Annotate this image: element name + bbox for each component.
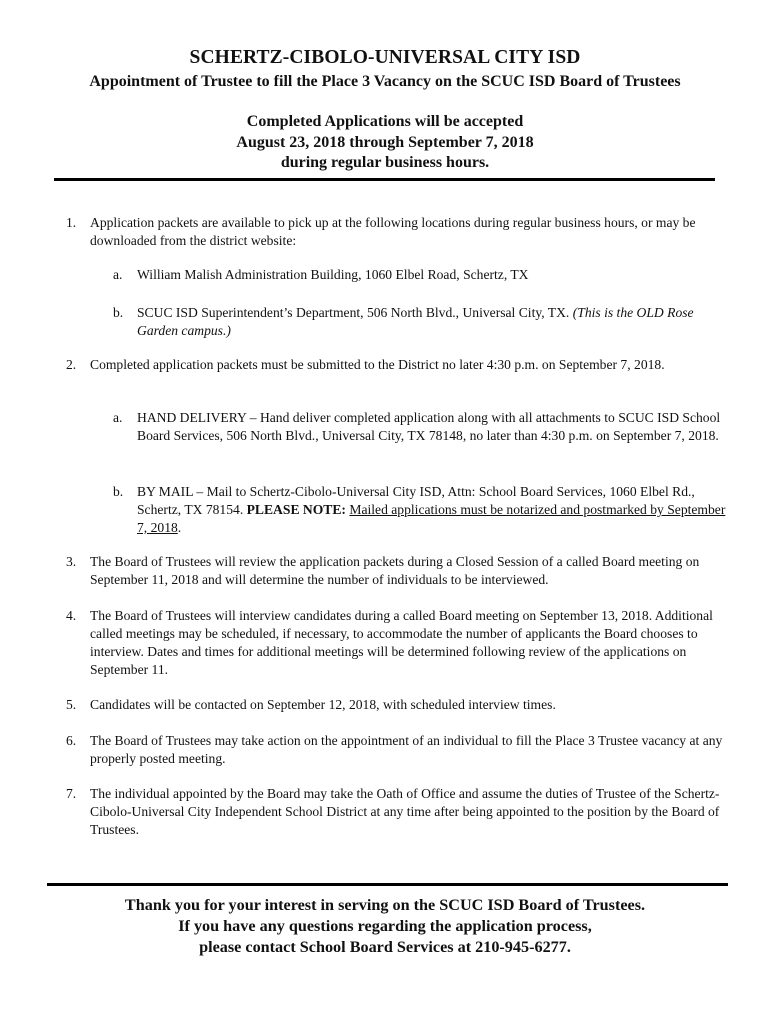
sub-item-letter: a. [113, 410, 123, 425]
list-item-text: The Board of Trustees may take action on the appointment of an individual to fill the Place 3 Trustee vacancy at any properly posted meeting. [90, 733, 723, 766]
campus-note: (This is the OLD Rose Garden campus.) [137, 305, 694, 338]
sub-item-text [137, 304, 729, 340]
sub-item-text [137, 483, 729, 537]
closing-line-3: please contact School Board Services at 210-945-6277. [199, 938, 571, 956]
list-item-text: Application packets are available to pick up at the following locations during regular business hours, or may be downloaded from the district website: [90, 215, 696, 248]
footer-divider [47, 883, 728, 886]
list-item-text: Candidates will be contacted on September 12, 2018, with scheduled interview times. [90, 697, 556, 712]
list-item-number: 3. [66, 554, 77, 569]
acceptance-notice [0, 112, 770, 174]
acceptance-line-1: Completed Applications will be accepted [246, 113, 524, 130]
closing-message [0, 895, 770, 958]
list-item-text: Completed application packets must be submitted to the District no later 4:30 p.m. on September 7, 2018. [90, 357, 665, 372]
list-item-number: 6. [66, 733, 77, 748]
notarized-requirement: Mailed applications must be notarized and postmarked by September 7, 2018 [137, 502, 726, 535]
sub-item-text: HAND DELIVERY – Hand deliver completed application along with all attachments to SCUC ISD School Board Services, 506 North Blvd., Universal City, TX 78148, no later than 4:30 p.m. on September 7, 2018. [137, 410, 721, 443]
list-item-number: 1. [66, 215, 77, 230]
list-item-number: 4. [66, 608, 77, 623]
list-item-text: The individual appointed by the Board may take the Oath of Office and assume the duties of Trustee of the Schertz-Cibolo-Universal City Independent School District at any time after being appointed to the position by the Board of Trustees. [90, 786, 720, 837]
list-item-number: 2. [66, 357, 77, 372]
sentence-end: . [177, 520, 182, 535]
sub-item-letter: b. [113, 305, 124, 320]
list-item-number: 5. [66, 697, 77, 712]
sub-item-text: William Malish Administration Building, 1060 Elbel Road, Schertz, TX [137, 267, 529, 282]
list-item-text: The Board of Trustees will review the application packets during a Closed Session of a called Board meeting on September 11, 2018 and will determine the number of individuals to be interviewed. [90, 554, 700, 587]
sub-item-main-text: SCUC ISD Superintendent’s Department, 506 North Blvd., Universal City, TX. [137, 305, 570, 320]
list-item-text: The Board of Trustees will interview candidates during a called Board meeting on September 13, 2018. Additional called meetings may be scheduled, if necessary, to accommodate the number of applicants the Board chooses to interview. Dates and times for additional meetings will be determined following review of the applications on September 11. [90, 608, 713, 677]
organization-title: SCHERTZ-CIBOLO-UNIVERSAL CITY ISD [189, 47, 581, 68]
closing-line-2: If you have any questions regarding the application process, [178, 917, 592, 935]
acceptance-line-2: August 23, 2018 through September 7, 2018 [236, 133, 534, 151]
sub-item-main-text: BY MAIL – Mail to Schertz-Cibolo-Universal City ISD, Attn: School Board Services, 1060 Elbel Rd., Schertz, TX 78154. [137, 484, 695, 517]
please-note-label: PLEASE NOTE: [246, 502, 346, 517]
header-divider [54, 178, 715, 181]
closing-line-1: Thank you for your interest in serving on the SCUC ISD Board of Trustees. [124, 896, 646, 914]
sub-item-letter: b. [113, 484, 124, 499]
sub-item-letter: a. [113, 267, 123, 282]
acceptance-line-3: during regular business hours. [280, 154, 490, 171]
list-item-number: 7. [66, 786, 77, 801]
document-subtitle: Appointment of Trustee to fill the Place 3 Vacancy on the SCUC ISD Board of Trustees [89, 73, 681, 90]
